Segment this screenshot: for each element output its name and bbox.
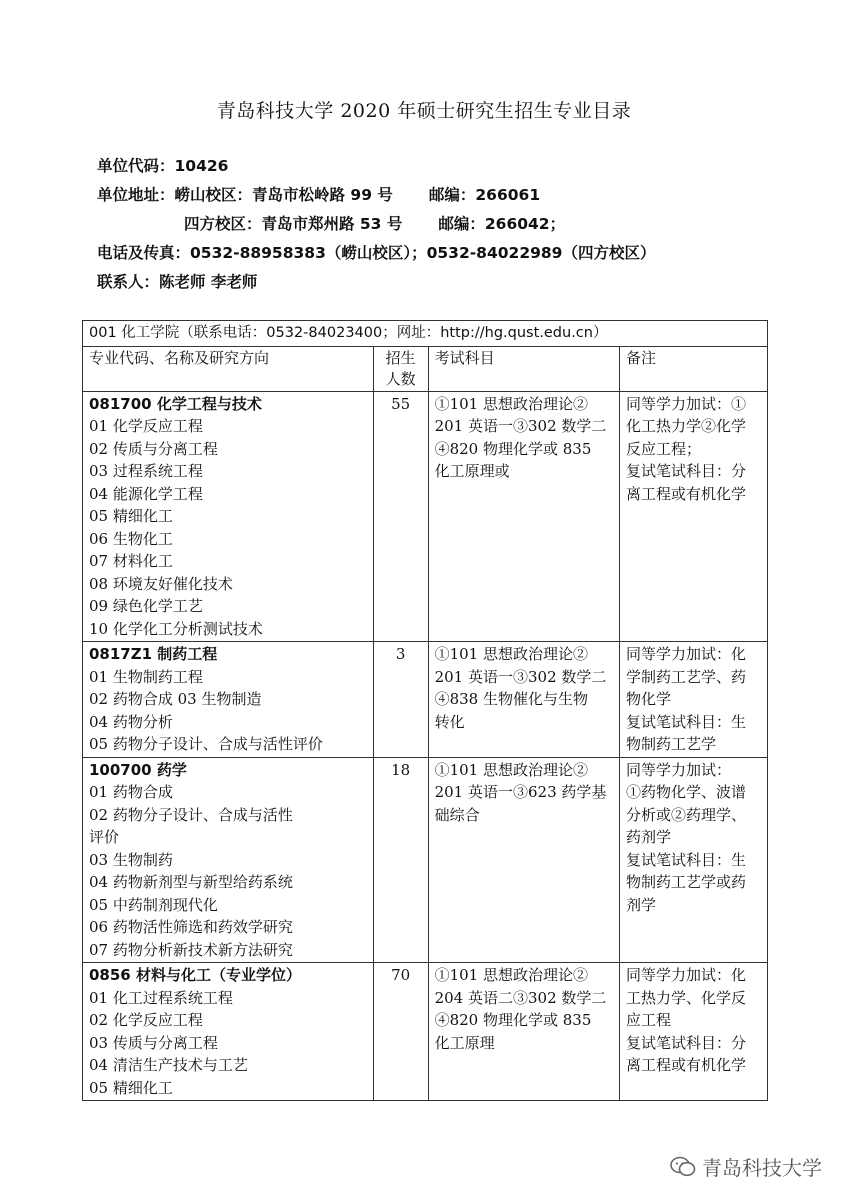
quota-cell: 55 [373,391,428,642]
note-line: 物制药工艺学 [626,735,717,753]
quota-cell: 18 [373,757,428,963]
note-line: 物制药工艺学或药 [626,873,747,891]
research-direction: 01 化工过程系统工程 [89,988,233,1007]
unit-code: 10426 [174,157,229,175]
research-direction: 05 中药制剂现代化 [89,895,218,914]
research-direction: 01 药物合成 [89,783,173,801]
header-subjects: 考试科目 [428,346,619,391]
phone-row: 电话及传真：0532-88958383（崂山校区）；0532-84022989（四方校区） [97,244,656,262]
exam-subject-line: ①101 思想政治理论② [434,966,588,984]
research-direction: 07 材料化工 [89,552,173,570]
note-line: 同等学力加试： [626,760,732,779]
page-title: 青岛科技大学 2020 年硕士研究生招生专业目录 [216,100,632,122]
notes-cell [620,757,768,963]
research-direction: 04 药物分析 [89,712,173,731]
contact-row: 联系人：陈老师 李老师 [97,273,258,291]
research-direction: 10 化学化工分析测试技术 [89,619,263,638]
notes-cell [620,963,768,1101]
research-direction: 01 生物制药工程 [89,667,203,686]
research-direction: 04 能源化学工程 [89,484,203,503]
research-direction: 04 清洁生产技术与工艺 [89,1056,248,1074]
note-line: 同等学力加试：① [626,394,747,413]
research-direction: 02 药物分子设计、合成与活性 [89,805,293,824]
note-line: 化工热力学②化学 [626,417,747,435]
header-notes: 备注 [620,346,768,391]
major-title: 100700 药学 [89,760,187,779]
exam-subject-line: 201 英语一③623 药学基 [434,783,607,801]
exam-subject-line: ④820 物理化学或 835 [434,1011,592,1029]
note-line: 同等学力加试：化 [626,966,747,984]
note-line: 工热力学、化学反 [626,988,747,1007]
note-line: 药剂学 [626,828,672,846]
exam-subject-line: 化工原理 [434,1033,495,1052]
major-title: 0817Z1 制药工程 [89,645,218,663]
subjects-cell [428,963,619,1101]
postcode-laoshan: 邮编：266061 [428,186,541,204]
note-line: 复试笔试科目：生 [626,712,747,731]
notes-cell [620,391,768,642]
table-header [83,346,768,391]
note-line: 同等学力加试：化 [626,645,747,663]
major-cell [83,757,374,963]
research-direction: 08 环境友好催化技术 [89,574,233,593]
research-direction: 评价 [89,828,120,846]
subjects-cell [428,391,619,642]
research-direction: 06 药物活性筛选和药效学研究 [89,918,293,936]
table-row [83,642,768,758]
exam-subject-line: 204 英语二③302 数学二 [434,988,607,1007]
exam-subject-line: 201 英语一③302 数学二 [434,667,607,686]
note-line: 离工程或有机化学 [626,1056,747,1074]
note-line: 反应工程； [626,439,702,458]
research-direction: 02 传质与分离工程 [89,439,218,458]
exam-subject-line: ④820 物理化学或 835 [434,439,592,458]
research-direction: 03 过程系统工程 [89,462,203,480]
research-direction: 06 生物化工 [89,529,173,548]
note-line: 复试笔试科目：分 [626,462,747,480]
major-title: 0856 材料与化工（专业学位） [89,966,301,984]
wechat-icon [670,1156,696,1178]
note-line: 离工程或有机化学 [626,484,747,503]
research-direction: 02 化学反应工程 [89,1011,203,1029]
subjects-cell [428,757,619,963]
postcode-sifang: 邮编：266042； [438,215,566,233]
exam-subject-line: 201 英语一③302 数学二 [434,417,607,435]
major-title: 081700 化学工程与技术 [89,394,262,413]
address-row-1: 单位地址：崂山校区：青岛市松岭路 99 号 邮编：266061 [97,186,541,204]
note-line: 物化学 [626,690,672,708]
note-line: 分析或②药理学、 [626,805,747,824]
exam-subject-line: 础综合 [434,805,480,824]
quota-cell: 3 [373,642,428,758]
major-catalog-table [82,320,768,1101]
research-direction: 05 精细化工 [89,507,173,525]
research-direction: 04 药物新剂型与新型给药系统 [89,873,293,891]
major-cell [83,642,374,758]
research-direction: 09 绿色化学工艺 [89,597,203,615]
exam-subject-line: 化工原理或 [434,462,510,480]
unit-code-row: 单位代码：10426 [97,157,229,175]
exam-subject-line: ①101 思想政治理论② [434,645,588,663]
address-row-2 [97,210,655,239]
exam-subject-line: 转化 [434,712,465,731]
major-cell [83,963,374,1101]
exam-subject-line: ①101 思想政治理论② [434,394,588,413]
research-direction: 05 精细化工 [89,1078,173,1097]
college-header: 001 化工学院（联系电话：0532-84023400；网址：http://hg.qust.edu.cn） [83,321,768,347]
note-line: 复试笔试科目：生 [626,850,747,869]
research-direction: 03 生物制药 [89,850,173,869]
research-direction: 07 药物分析新技术新方法研究 [89,940,293,959]
header-major: 专业代码、名称及研究方向 [83,346,374,391]
note-line: ①药物化学、波谱 [626,783,747,801]
research-direction: 03 传质与分离工程 [89,1033,218,1052]
exam-subject-line: ①101 思想政治理论② [434,760,588,779]
note-line: 学制药工艺学、药 [626,667,747,686]
research-direction: 01 化学反应工程 [89,417,203,435]
campus-laoshan: 崂山校区：青岛市松岭路 99 号 [174,186,393,204]
table-row [83,963,768,1101]
research-direction: 05 药物分子设计、合成与活性评价 [89,735,323,753]
major-rows [83,391,768,1101]
header-quota: 招生人数 [373,346,428,391]
note-line: 复试笔试科目：分 [626,1033,747,1052]
table-row [83,391,768,642]
exam-subject-line: ④838 生物催化与生物 [434,690,588,708]
subjects-cell [428,642,619,758]
watermark-text: 青岛科技大学 [702,1156,822,1180]
college-row [83,321,768,347]
table-row [83,757,768,963]
notes-cell [620,642,768,758]
wechat-watermark [670,1152,822,1181]
major-cell [83,391,374,642]
note-line: 应工程 [626,1011,672,1029]
quota-cell: 70 [373,963,428,1101]
note-line: 剂学 [626,895,657,914]
unit-info [97,152,655,297]
research-direction: 02 药物合成 03 生物制造 [89,690,262,708]
campus-sifang: 四方校区：青岛市郑州路 53 号 [184,215,403,233]
